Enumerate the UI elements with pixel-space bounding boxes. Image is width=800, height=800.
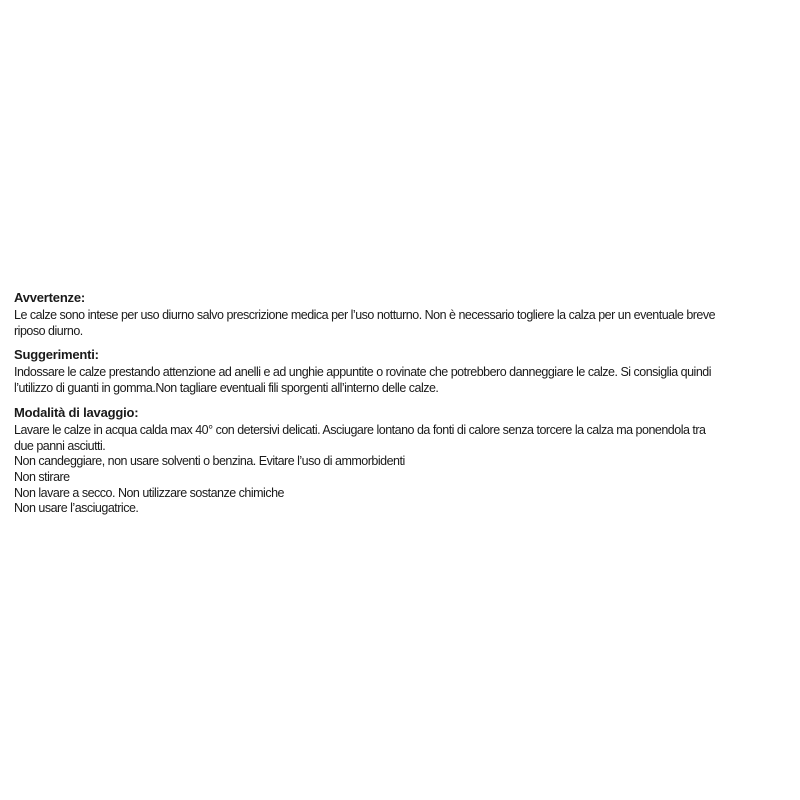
section-modalita-di-lavaggio <box>14 405 800 517</box>
text-line: Non stirare <box>14 469 70 484</box>
text-line: Indossare le calze prestando attenzione ad anelli e ad unghie appuntite o rovinate che potrebbero danneggiare le calze. Si consiglia quindi <box>14 365 712 380</box>
section-heading-avvertenze: Avvertenze: <box>14 290 86 305</box>
text-line: Le calze sono intese per uso diurno salvo prescrizione medica per l’uso notturno. Non è necessario togliere la calza per un eventuale breve <box>14 308 716 322</box>
text-line: riposo diurno. <box>14 323 83 338</box>
text-line: Non candeggiare, non usare solventi o benzina. Evitare l’uso di ammorbidenti <box>14 454 405 469</box>
section-heading-modalita-di-lavaggio: Modalità di lavaggio: <box>14 404 139 420</box>
text-line: l’utilizzo di guanti in gomma.Non tagliare eventuali fili sporgenti all’interno delle calze. <box>14 381 439 396</box>
section-avvertenze <box>14 290 800 339</box>
care-instructions-document <box>14 290 800 525</box>
section-heading-suggerimenti: Suggerimenti: <box>14 347 99 363</box>
text-line: Lavare le calze in acqua calda max 40° con detersivi delicati. Asciugare lontano da fonti di calore senza torcere la calza ma ponendola tra <box>14 422 706 437</box>
text-line: Non usare l’asciugatrice. <box>14 501 139 516</box>
text-line: due panni asciutti. <box>14 438 106 453</box>
text-line: Non lavare a secco. Non utilizzare sostanze chimiche <box>14 485 284 500</box>
section-suggerimenti <box>14 347 800 396</box>
